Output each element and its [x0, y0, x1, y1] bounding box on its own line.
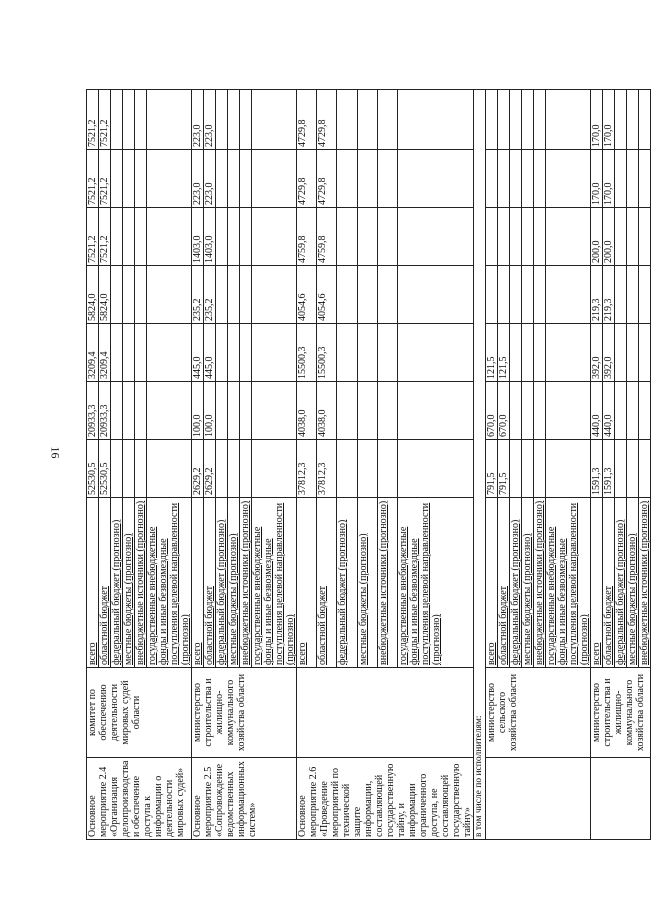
value-cell — [123, 266, 135, 324]
value-cell: 15500,3 — [297, 324, 317, 382]
value-cell — [216, 382, 228, 440]
value-cell: 37812,3 — [297, 440, 317, 498]
value-cell: 1591,3 — [603, 440, 615, 498]
measure-cell: Основное мероприятие 2.6 «Проведение мероприятий по технической защите информации, составляющей государственную тайну, и информации ограниченного доступа, не составляющей государственную тайну» — [297, 758, 474, 840]
value-cell: 4729,8 — [297, 150, 317, 208]
value-cell: 392,0 — [603, 324, 615, 382]
funding-source-cell: областной бюджет — [603, 498, 615, 668]
value-cell — [546, 440, 591, 498]
funding-source-cell: областной бюджет — [99, 498, 111, 668]
value-cell: 223,0 — [204, 90, 216, 150]
value-cell: 121,5 — [486, 324, 498, 382]
value-cell: 4729,8 — [297, 90, 317, 150]
value-cell: 4729,8 — [317, 90, 337, 150]
value-cell — [252, 324, 297, 382]
value-cell: 7521,2 — [87, 90, 99, 150]
value-cell — [147, 90, 192, 150]
value-cell — [639, 90, 651, 150]
value-cell — [240, 440, 252, 498]
funding-source-cell: всего — [591, 498, 603, 668]
value-cell — [510, 324, 522, 382]
value-cell: 670,0 — [498, 382, 510, 440]
value-cell — [398, 150, 474, 208]
value-cell — [522, 324, 534, 382]
value-cell: 4054,6 — [317, 266, 337, 324]
value-cell — [510, 90, 522, 150]
executor-cell: министерство сельского хозяйства области — [486, 668, 591, 758]
value-cell — [510, 150, 522, 208]
value-cell: 2629,2 — [204, 440, 216, 498]
value-cell — [510, 382, 522, 440]
value-cell — [240, 266, 252, 324]
value-cell: 791,5 — [498, 440, 510, 498]
table-row — [486, 90, 498, 840]
value-cell — [135, 324, 147, 382]
funding-source-cell: всего — [192, 498, 204, 668]
page-number: 16 — [48, 446, 63, 459]
funding-source-cell: внебюджетные источники (прогнозно) — [240, 498, 252, 668]
value-cell — [639, 382, 651, 440]
value-cell — [228, 90, 240, 150]
value-cell — [534, 324, 546, 382]
value-cell — [337, 266, 357, 324]
value-cell: 7521,2 — [99, 90, 111, 150]
value-cell — [111, 266, 123, 324]
value-cell — [639, 266, 651, 324]
executor-cell: министерство строительства и жилищно-коммунального хозяйства области — [192, 668, 297, 758]
funding-source-cell: внебюджетные источники (прогнозно) — [377, 498, 397, 668]
funding-source-cell: внебюджетные источники (прогнозно) — [135, 498, 147, 668]
value-cell — [252, 208, 297, 266]
subheading-cell: в том числе по исполнителям: — [474, 90, 486, 840]
value-cell — [377, 90, 397, 150]
value-cell: 15500,3 — [317, 324, 337, 382]
value-cell — [135, 440, 147, 498]
executor-cell: комитет по обеспечению деятельности мировых судей области — [87, 668, 192, 758]
value-cell: 1403,0 — [204, 208, 216, 266]
funding-source-cell: федеральный бюджет (прогнозно) — [337, 498, 357, 668]
value-cell — [510, 440, 522, 498]
value-cell — [627, 324, 639, 382]
value-cell — [147, 440, 192, 498]
value-cell: 4038,0 — [317, 382, 337, 440]
value-cell — [111, 382, 123, 440]
value-cell — [377, 208, 397, 266]
funding-source-cell: федеральный бюджет (прогнозно) — [111, 498, 123, 668]
funding-source-cell: местные бюджеты (прогнозно) — [522, 498, 534, 668]
value-cell: 219,3 — [603, 266, 615, 324]
value-cell — [522, 440, 534, 498]
value-cell — [498, 266, 510, 324]
value-cell: 4759,8 — [317, 208, 337, 266]
value-cell: 1591,3 — [591, 440, 603, 498]
value-cell — [216, 266, 228, 324]
value-cell — [546, 324, 591, 382]
value-cell — [546, 90, 591, 150]
value-cell — [627, 208, 639, 266]
table-row — [87, 90, 99, 840]
value-cell — [216, 440, 228, 498]
value-cell — [240, 382, 252, 440]
table-row — [297, 90, 317, 840]
value-cell — [357, 382, 377, 440]
value-cell — [216, 90, 228, 150]
value-cell — [123, 90, 135, 150]
value-cell — [627, 90, 639, 150]
value-cell — [522, 382, 534, 440]
funding-source-cell: местные бюджеты (прогнозно) — [357, 498, 377, 668]
value-cell — [111, 150, 123, 208]
value-cell — [111, 324, 123, 382]
value-cell: 170,0 — [591, 150, 603, 208]
value-cell — [357, 266, 377, 324]
value-cell: 392,0 — [591, 324, 603, 382]
funding-source-cell: областной бюджет — [498, 498, 510, 668]
value-cell — [135, 382, 147, 440]
value-cell — [252, 440, 297, 498]
value-cell — [615, 382, 627, 440]
value-cell: 20933,3 — [99, 382, 111, 440]
value-cell — [252, 382, 297, 440]
value-cell — [639, 324, 651, 382]
value-cell — [377, 150, 397, 208]
value-cell — [337, 440, 357, 498]
value-cell — [546, 150, 591, 208]
value-cell — [377, 382, 397, 440]
value-cell — [627, 440, 639, 498]
value-cell: 4729,8 — [317, 150, 337, 208]
value-cell — [111, 90, 123, 150]
value-cell — [534, 90, 546, 150]
value-cell — [627, 382, 639, 440]
value-cell: 170,0 — [591, 90, 603, 150]
value-cell: 445,0 — [192, 324, 204, 382]
value-cell — [377, 324, 397, 382]
value-cell — [135, 90, 147, 150]
value-cell: 7521,2 — [87, 150, 99, 208]
value-cell: 4759,8 — [297, 208, 317, 266]
value-cell — [240, 150, 252, 208]
funding-source-cell: всего — [297, 498, 317, 668]
value-cell — [510, 208, 522, 266]
funding-source-cell: всего — [87, 498, 99, 668]
measure-cell — [486, 758, 591, 840]
value-cell — [398, 90, 474, 150]
value-cell: 37812,3 — [317, 440, 337, 498]
funding-source-cell: всего — [486, 498, 498, 668]
value-cell — [377, 266, 397, 324]
value-cell — [522, 150, 534, 208]
table-row — [192, 90, 204, 840]
value-cell: 3209,4 — [87, 324, 99, 382]
funding-source-cell: федеральный бюджет (прогнозно) — [510, 498, 522, 668]
value-cell — [498, 150, 510, 208]
value-cell — [357, 90, 377, 150]
value-cell — [123, 382, 135, 440]
value-cell — [627, 150, 639, 208]
funding-source-cell: государственные внебюджетные фонды и иные безвозмездные поступления целевой направленности (прогнозно) — [147, 498, 192, 668]
rotated-table-container — [86, 90, 650, 840]
measure-cell: Основное мероприятие 2.5 «Сопровождение ведомственных информационных систем» — [192, 758, 297, 840]
value-cell: 4038,0 — [297, 382, 317, 440]
value-cell — [522, 266, 534, 324]
value-cell — [337, 382, 357, 440]
funding-source-cell: областной бюджет — [317, 498, 337, 668]
funding-source-cell: государственные внебюджетные фонды и иные безвозмездные поступления целевой направленности (прогнозно) — [398, 498, 474, 668]
value-cell — [111, 208, 123, 266]
value-cell: 52530,5 — [87, 440, 99, 498]
value-cell — [337, 324, 357, 382]
value-cell: 235,2 — [192, 266, 204, 324]
value-cell: 440,0 — [591, 382, 603, 440]
value-cell — [147, 382, 192, 440]
value-cell — [228, 440, 240, 498]
funding-source-cell: местные бюджеты (прогнозно) — [123, 498, 135, 668]
value-cell: 445,0 — [204, 324, 216, 382]
funding-source-cell: внебюджетные источники (прогнозно) — [534, 498, 546, 668]
value-cell — [534, 266, 546, 324]
value-cell — [357, 150, 377, 208]
value-cell: 7521,2 — [87, 208, 99, 266]
funding-source-cell: внебюджетные источники (прогнозно) — [639, 498, 651, 668]
value-cell: 20933,3 — [87, 382, 99, 440]
value-cell — [534, 208, 546, 266]
value-cell — [216, 324, 228, 382]
funding-source-cell: федеральный бюджет (прогнозно) — [216, 498, 228, 668]
value-cell — [357, 440, 377, 498]
value-cell — [337, 90, 357, 150]
value-cell: 4054,6 — [297, 266, 317, 324]
value-cell — [228, 324, 240, 382]
table-row — [474, 90, 486, 840]
value-cell: 121,5 — [498, 324, 510, 382]
value-cell — [135, 266, 147, 324]
value-cell — [615, 324, 627, 382]
value-cell: 170,0 — [603, 150, 615, 208]
value-cell — [486, 208, 498, 266]
value-cell: 5824,0 — [87, 266, 99, 324]
value-cell: 100,0 — [192, 382, 204, 440]
finance-table — [86, 89, 651, 840]
value-cell — [252, 150, 297, 208]
value-cell — [147, 150, 192, 208]
funding-source-cell: государственные внебюджетные фонды и иные безвозмездные поступления целевой направленности (прогнозно) — [546, 498, 591, 668]
value-cell — [216, 208, 228, 266]
value-cell: 223,0 — [204, 150, 216, 208]
value-cell: 100,0 — [204, 382, 216, 440]
value-cell — [123, 208, 135, 266]
value-cell — [534, 382, 546, 440]
value-cell: 2629,2 — [192, 440, 204, 498]
value-cell — [377, 440, 397, 498]
value-cell: 1403,0 — [192, 208, 204, 266]
value-cell — [498, 90, 510, 150]
funding-source-cell: федеральный бюджет (прогнозно) — [615, 498, 627, 668]
value-cell — [486, 266, 498, 324]
value-cell: 223,0 — [192, 90, 204, 150]
value-cell — [111, 440, 123, 498]
funding-source-cell: государственные внебюджетные фонды и иные безвозмездные поступления целевой направленности (прогнозно) — [252, 498, 297, 668]
value-cell — [615, 90, 627, 150]
funding-source-cell: областной бюджет — [204, 498, 216, 668]
value-cell — [240, 90, 252, 150]
value-cell: 200,0 — [603, 208, 615, 266]
value-cell — [147, 208, 192, 266]
executor-cell — [297, 668, 474, 758]
value-cell — [498, 208, 510, 266]
value-cell — [337, 208, 357, 266]
value-cell — [135, 150, 147, 208]
value-cell — [510, 266, 522, 324]
measure-cell: Основное мероприятие 2.4 «Организация делопроизводства и обеспечение доступа к информации о деятельности мировых судей» — [87, 758, 192, 840]
value-cell: 170,0 — [603, 90, 615, 150]
value-cell — [398, 382, 474, 440]
value-cell — [123, 150, 135, 208]
measure-cell — [591, 758, 651, 840]
value-cell — [216, 150, 228, 208]
value-cell — [123, 440, 135, 498]
value-cell — [639, 150, 651, 208]
value-cell — [546, 266, 591, 324]
value-cell — [398, 266, 474, 324]
value-cell — [357, 324, 377, 382]
value-cell — [615, 266, 627, 324]
value-cell — [252, 266, 297, 324]
value-cell — [486, 150, 498, 208]
value-cell — [337, 150, 357, 208]
value-cell — [546, 382, 591, 440]
value-cell — [147, 266, 192, 324]
value-cell — [615, 208, 627, 266]
value-cell — [240, 324, 252, 382]
value-cell: 7521,2 — [99, 208, 111, 266]
table-row — [591, 90, 603, 840]
value-cell: 3209,4 — [99, 324, 111, 382]
value-cell — [615, 440, 627, 498]
value-cell — [522, 208, 534, 266]
funding-source-cell: местные бюджеты (прогнозно) — [627, 498, 639, 668]
value-cell — [398, 440, 474, 498]
value-cell: 440,0 — [603, 382, 615, 440]
value-cell — [228, 208, 240, 266]
value-cell — [534, 440, 546, 498]
value-cell: 219,3 — [591, 266, 603, 324]
value-cell: 52530,5 — [99, 440, 111, 498]
funding-source-cell: местные бюджеты (прогнозно) — [228, 498, 240, 668]
value-cell — [123, 324, 135, 382]
value-cell: 670,0 — [486, 382, 498, 440]
value-cell — [135, 208, 147, 266]
value-cell: 223,0 — [192, 150, 204, 208]
value-cell — [228, 382, 240, 440]
value-cell — [228, 266, 240, 324]
value-cell — [639, 440, 651, 498]
value-cell — [228, 150, 240, 208]
value-cell: 7521,2 — [99, 150, 111, 208]
value-cell — [615, 150, 627, 208]
value-cell: 200,0 — [591, 208, 603, 266]
value-cell — [522, 90, 534, 150]
value-cell — [147, 324, 192, 382]
value-cell: 5824,0 — [99, 266, 111, 324]
value-cell — [252, 90, 297, 150]
value-cell — [357, 208, 377, 266]
value-cell — [398, 208, 474, 266]
value-cell: 791,5 — [486, 440, 498, 498]
value-cell — [486, 90, 498, 150]
value-cell — [546, 208, 591, 266]
executor-cell: министерство строительства и жилищно-коммунального хозяйства области — [591, 668, 651, 758]
value-cell: 235,2 — [204, 266, 216, 324]
value-cell — [639, 208, 651, 266]
value-cell — [627, 266, 639, 324]
value-cell — [240, 208, 252, 266]
value-cell — [398, 324, 474, 382]
value-cell — [534, 150, 546, 208]
